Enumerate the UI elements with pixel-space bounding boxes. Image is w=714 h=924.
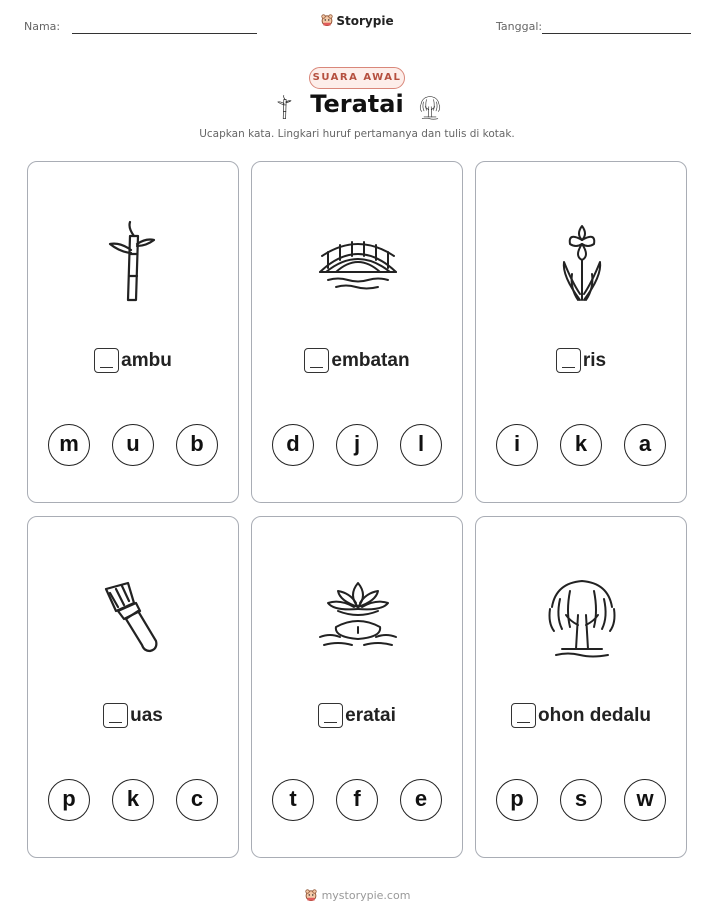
answer-box[interactable] xyxy=(318,703,343,728)
word-card xyxy=(475,516,687,858)
letter-option[interactable]: i xyxy=(496,424,538,466)
storypie-logo-icon xyxy=(320,13,334,27)
word-ending: uas xyxy=(130,704,163,726)
word-card xyxy=(27,516,239,858)
letter-option[interactable]: a xyxy=(624,424,666,466)
letter-option[interactable]: d xyxy=(272,424,314,466)
word-card xyxy=(251,516,463,858)
word-card xyxy=(475,161,687,503)
word-row xyxy=(28,703,238,728)
date-line[interactable] xyxy=(542,33,691,34)
footer xyxy=(0,888,714,902)
name-line[interactable] xyxy=(72,33,257,34)
willow-tree-icon xyxy=(532,571,632,661)
letter-option[interactable]: l xyxy=(400,424,442,466)
letter-option[interactable]: j xyxy=(336,424,378,466)
date-label: Tanggal: xyxy=(496,20,543,33)
letter-option[interactable]: c xyxy=(176,779,218,821)
bamboo-icon xyxy=(84,216,184,306)
storypie-logo-icon xyxy=(304,888,318,902)
letter-option[interactable]: w xyxy=(624,779,666,821)
lotus-icon xyxy=(308,571,408,661)
word-card xyxy=(27,161,239,503)
word-row xyxy=(476,703,686,728)
letter-option[interactable]: p xyxy=(496,779,538,821)
letter-option[interactable]: k xyxy=(560,424,602,466)
answer-box[interactable] xyxy=(304,348,329,373)
instructions: Ucapkan kata. Lingkari huruf pertamanya dan tulis di kotak. xyxy=(199,128,515,140)
willow-tree-icon xyxy=(415,92,445,122)
letter-option[interactable]: e xyxy=(400,779,442,821)
answer-box[interactable] xyxy=(103,703,128,728)
letter-option[interactable]: f xyxy=(336,779,378,821)
page-title: Teratai xyxy=(310,90,404,118)
word-ending: embatan xyxy=(331,349,410,371)
letter-option[interactable]: p xyxy=(48,779,90,821)
letter-option[interactable]: s xyxy=(560,779,602,821)
word-ending: ambu xyxy=(121,349,172,371)
letter-option[interactable]: u xyxy=(112,424,154,466)
word-row xyxy=(28,348,238,373)
answer-box[interactable] xyxy=(94,348,119,373)
paintbrush-icon xyxy=(84,571,184,661)
footer-url[interactable]: mystorypie.com xyxy=(321,889,411,902)
letter-option[interactable]: b xyxy=(176,424,218,466)
answer-box[interactable] xyxy=(556,348,581,373)
letter-option[interactable]: k xyxy=(112,779,154,821)
word-ending: ris xyxy=(582,349,607,371)
word-row xyxy=(476,348,686,373)
word-card xyxy=(251,161,463,503)
name-label: Nama: xyxy=(24,20,61,33)
brand-name: Storypie xyxy=(336,14,394,28)
answer-box[interactable] xyxy=(511,703,536,728)
word-ending: eratai xyxy=(345,704,396,726)
word-row xyxy=(252,703,462,728)
word-row xyxy=(252,348,462,373)
letter-option[interactable]: m xyxy=(48,424,90,466)
category-badge: SUARA AWAL xyxy=(309,67,405,89)
brand xyxy=(0,13,714,28)
iris-flower-icon xyxy=(532,216,632,306)
letter-option[interactable]: t xyxy=(272,779,314,821)
bridge-icon xyxy=(308,216,408,306)
word-ending: ohon dedalu xyxy=(538,704,651,726)
